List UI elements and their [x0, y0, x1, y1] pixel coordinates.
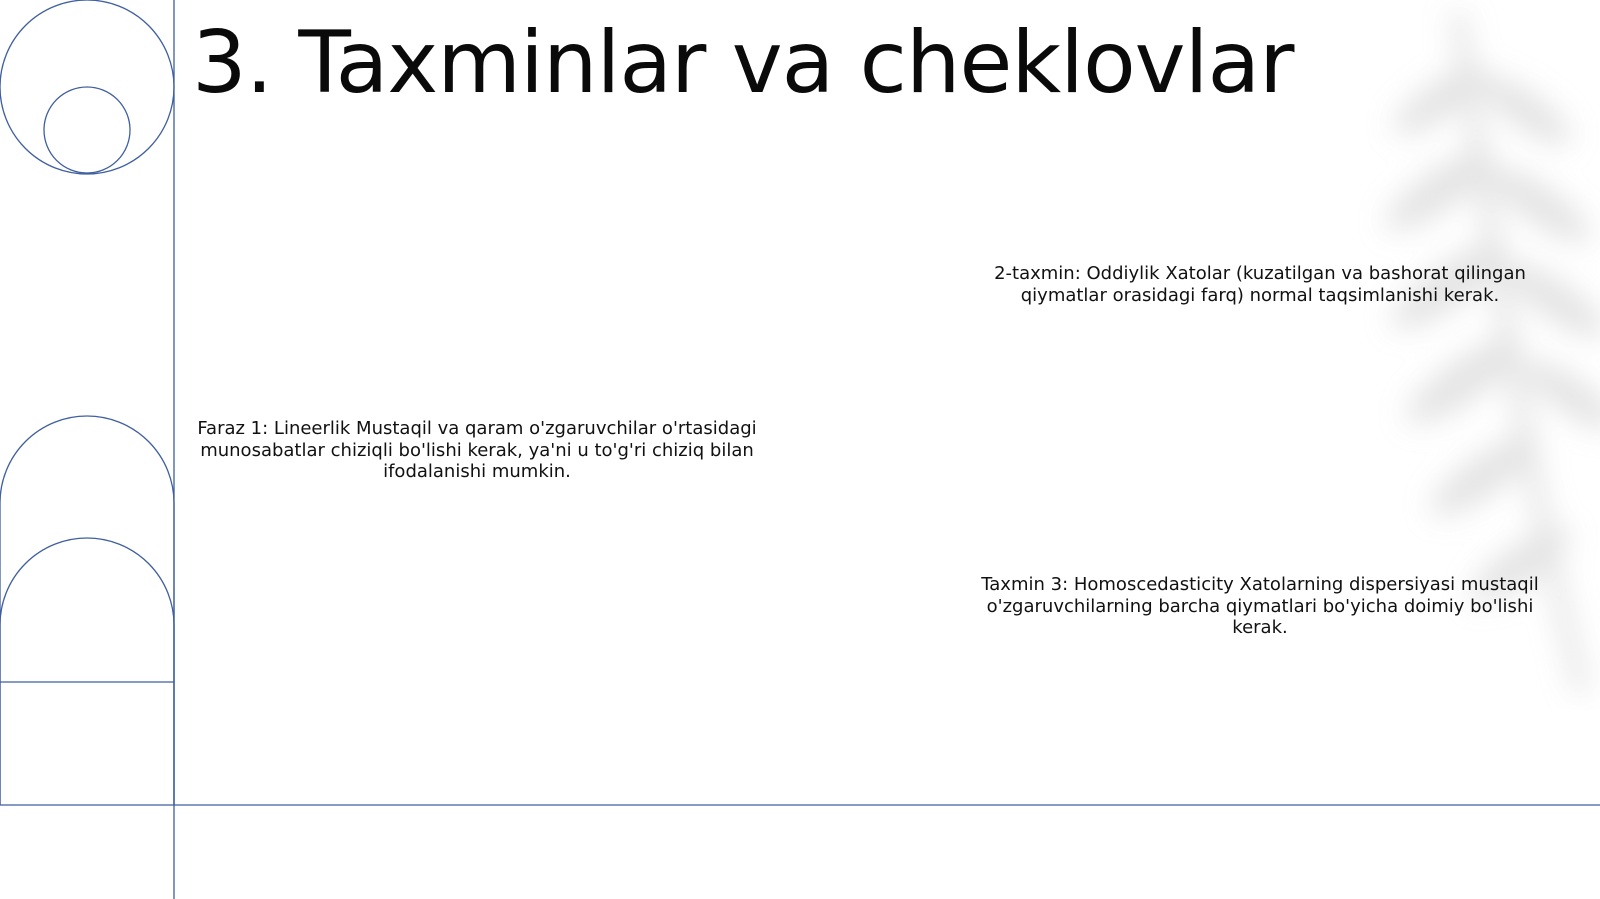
lower-arch — [0, 538, 174, 805]
small-circle — [44, 87, 130, 173]
assumption-2-text: 2-taxmin: Oddiylik Xatolar (kuzatilgan va bashorat qilingan qiymatlar orasidagi farq) normal taqsimlanishi kerak. — [994, 263, 1526, 306]
assumption-1-text: Faraz 1: Lineerlik Mustaqil va qaram o'zgaruvchilar o'rtasidagi munosabatlar chiziqli bo'lishi kerak, ya'ni u to'g'ri chiziq bilan ifodalanishi mumkin. — [197, 418, 757, 482]
assumption-3-text: Taxmin 3: Homoscedasticity Xatolarning dispersiyasi mustaqil o'zgaruvchilarning barcha qiymatlari bo'yicha doimiy bo'lishi kerak. — [981, 574, 1539, 638]
slide-title: 3. Taxminlar va cheklovlar — [192, 13, 1294, 113]
upper-arch — [0, 416, 174, 805]
